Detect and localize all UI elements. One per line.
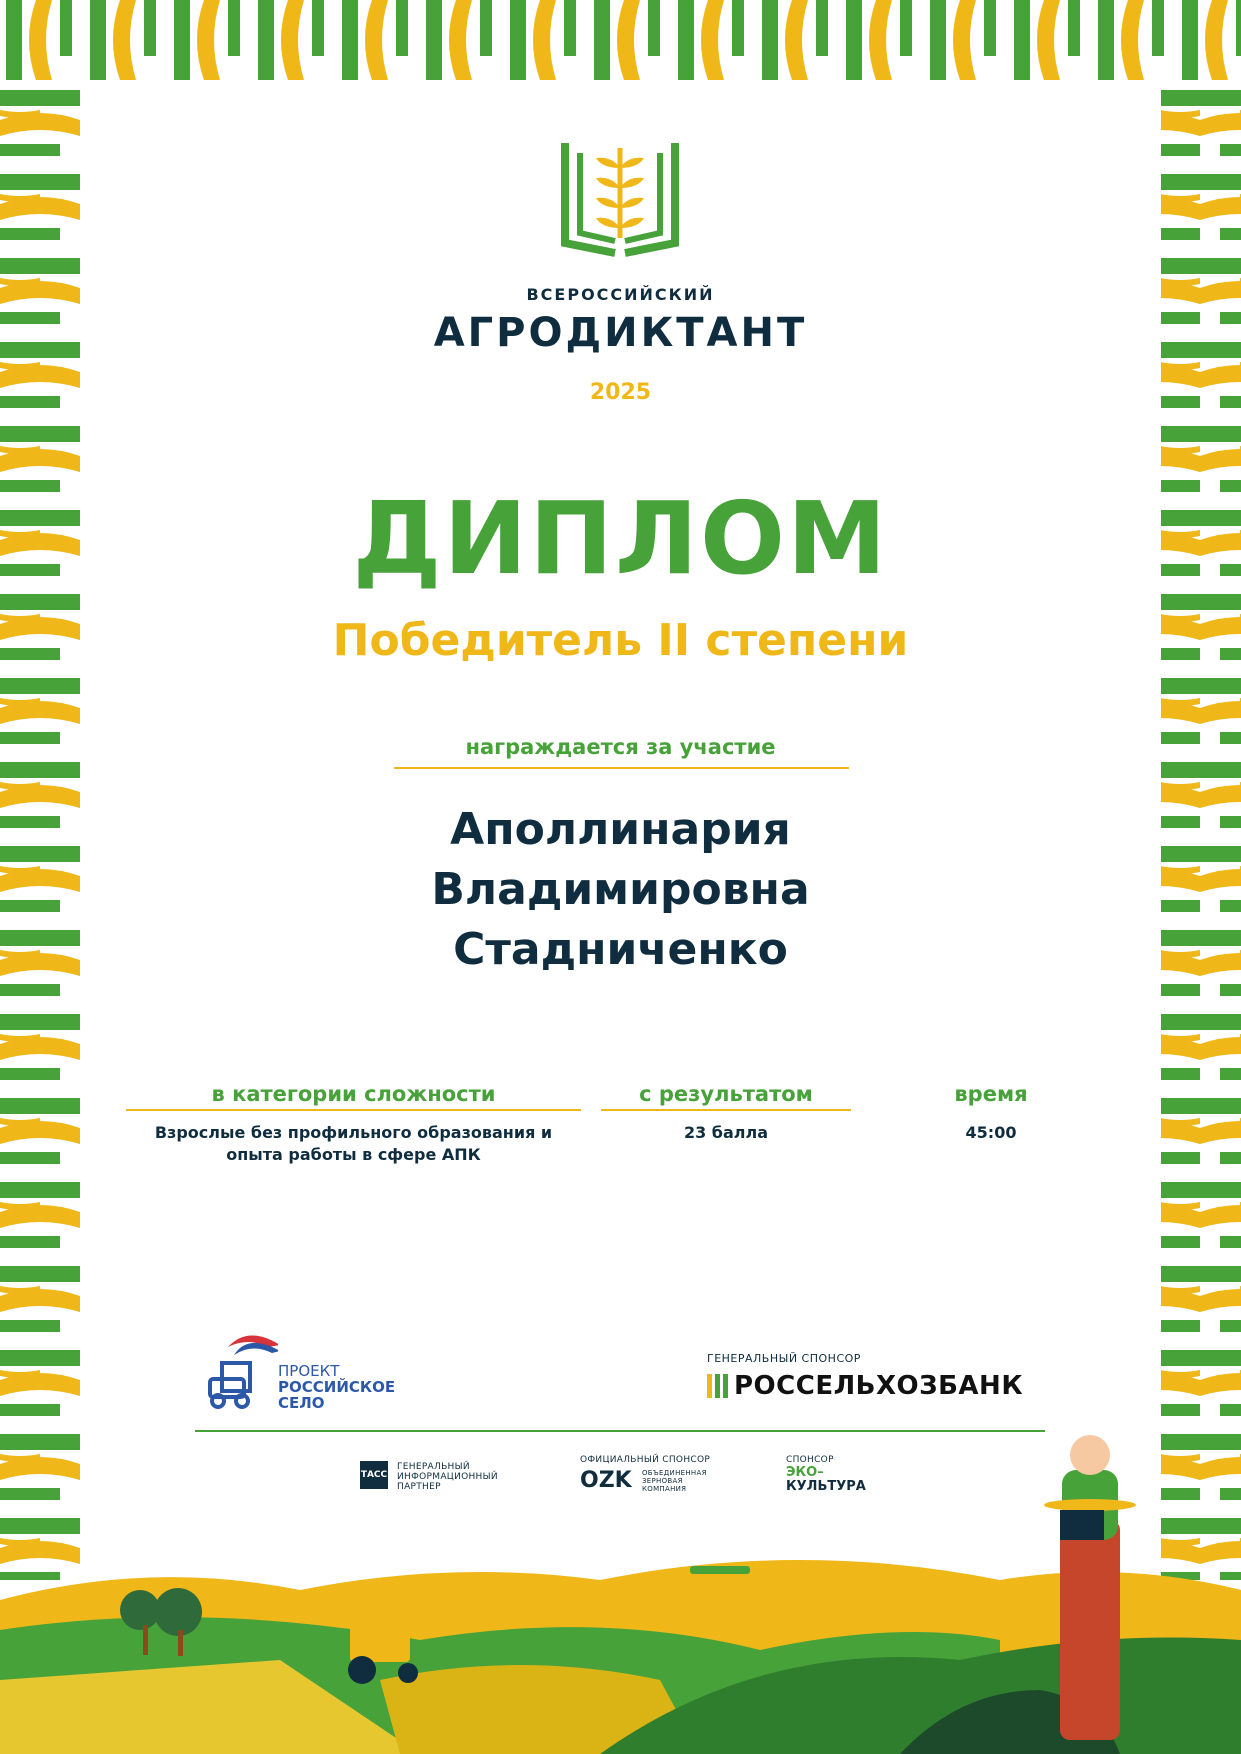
project-russian-village-text — [278, 1363, 395, 1411]
bank-mark-bar-2 — [715, 1374, 720, 1398]
eco-culture-logo — [786, 1466, 866, 1494]
event-year: 2025 — [589, 380, 652, 405]
project-line-2: РОССИЙСКОЕ — [278, 1378, 396, 1396]
general-sponsor-name: РОССЕЛЬХОЗБАНК — [734, 1371, 1024, 1401]
result-value: 23 балла — [683, 1123, 769, 1142]
tass-caption-line-2: ИНФОРМАЦИОННЫЙ — [397, 1472, 498, 1482]
diploma-degree: Победитель II степени — [332, 615, 909, 666]
recipient-first-name: Аполлинария — [450, 804, 791, 855]
ozk-caption-line-2: ЗЕРНОВАЯ — [642, 1477, 683, 1485]
ozk-logo: OZK — [580, 1468, 632, 1493]
bank-mark-bar-3 — [723, 1374, 728, 1398]
agrodictant-emblem — [560, 138, 680, 258]
tass-logo: ТАСС — [360, 1461, 388, 1489]
eco-line-2: КУЛЬТУРА — [786, 1479, 866, 1494]
eco-line-1: ЭКО– — [786, 1465, 824, 1480]
official-sponsor-caption: ОФИЦИАЛЬНЫЙ СПОНСОР — [580, 1455, 711, 1465]
ozk-caption-line-1: ОБЪЕДИНЕННАЯ — [642, 1469, 707, 1477]
result-label: с результатом — [639, 1082, 813, 1106]
project-russian-village-logo — [208, 1325, 278, 1411]
recipient-patronymic: Владимировна — [431, 864, 810, 915]
tass-caption-line-1: ГЕНЕРАЛЬНЫЙ — [397, 1462, 470, 1472]
diploma-title: ДИПЛОМ — [352, 480, 889, 597]
project-line-1: ПРОЕКТ — [278, 1362, 340, 1380]
rosselkhozbank-logo — [707, 1371, 1023, 1401]
event-kicker: ВСЕРОССИЙСКИЙ — [526, 285, 715, 304]
tass-caption — [397, 1462, 498, 1492]
general-sponsor-caption: ГЕНЕРАЛЬНЫЙ СПОНСОР — [707, 1352, 861, 1365]
event-brand: АГРОДИКТАНТ — [433, 310, 808, 356]
category-label: в категории сложности — [211, 1082, 496, 1106]
sponsors-divider — [195, 1430, 1045, 1432]
awarded-underline — [394, 767, 849, 769]
sponsor-caption: СПОНСОР — [786, 1455, 834, 1465]
time-value: 45:00 — [965, 1123, 1017, 1142]
time-label: время — [954, 1082, 1028, 1106]
category-value-line-2: опыта работы в сфере АПК — [226, 1145, 481, 1164]
category-value — [126, 1122, 581, 1166]
bank-mark-bar-1 — [707, 1374, 712, 1398]
category-value-line-1: Взрослые без профильного образования и — [154, 1123, 553, 1142]
ozk-caption — [642, 1469, 707, 1493]
recipient-name — [0, 800, 1241, 980]
tass-caption-line-3: ПАРТНЕР — [397, 1482, 441, 1492]
ozk-caption-line-3: КОМПАНИЯ — [642, 1485, 687, 1493]
category-underline — [126, 1109, 581, 1111]
recipient-surname: Стадниченко — [453, 924, 788, 975]
awarded-for-label: награждается за участие — [465, 735, 776, 759]
result-underline — [601, 1109, 851, 1111]
project-line-3: СЕЛО — [278, 1394, 325, 1412]
